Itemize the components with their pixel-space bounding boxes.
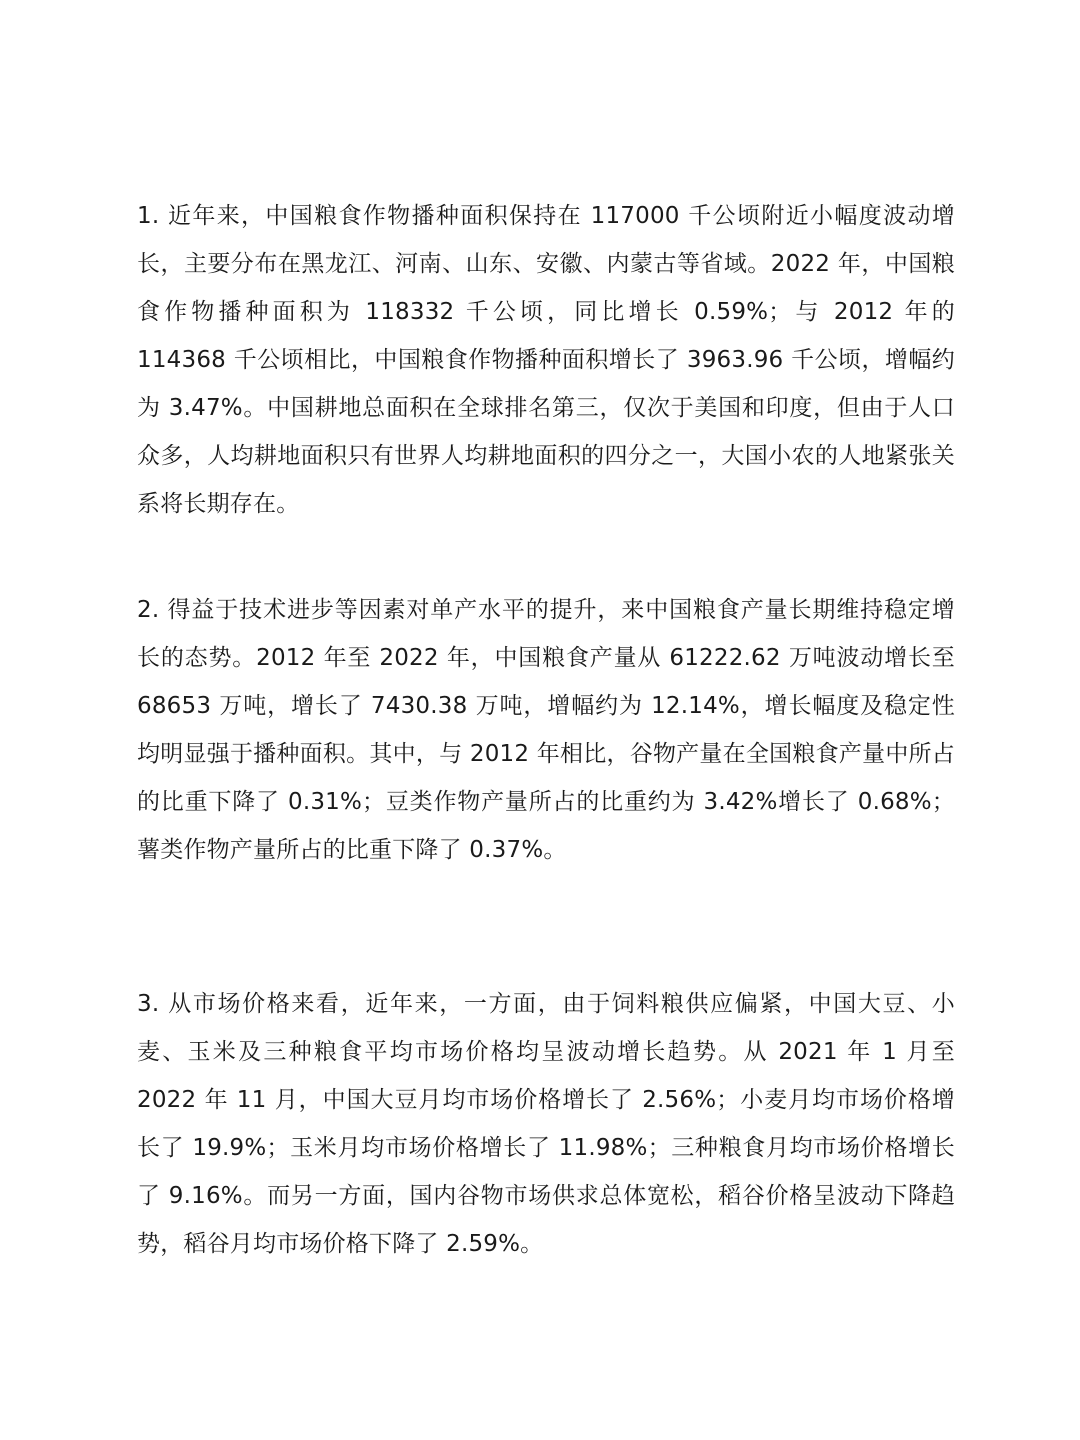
paragraph-1: 1. 近年来，中国粮食作物播种面积保持在 117000 千公顷附近小幅度波动增长，主要分布在黑龙江、河南、山东、安徽、内蒙古等省域。2022 年，中国粮食作物播种面积为 118332 千公顷，同比增长 0.59%；与 2012 年的 114368 千公顷相比，中国粮食作物播种面积增长了 3963.96 千公顷，增幅约为 3.47%。中国耕地总面积在全球排名第三，仅次于美国和印度，但由于人口众多，人均耕地面积只有世界人均耕地面积的四分之一，大国小农的人地紧张关系将长期存在。 bbox=[137, 203, 955, 517]
paragraph-2: 2. 得益于技术进步等因素对单产水平的提升，来中国粮食产量长期维持稳定增长的态势。2012 年至 2022 年，中国粮食产量从 61222.62 万吨波动增长至 68653 万吨，增长了 7430.38 万吨，增幅约为 12.14%，增长幅度及稳定性均明显强于播种面积。其中，与 2012 年相比，谷物产量在全国粮食产量中所占的比重下降了 0.31%；豆类作物产量所占的比重约为 3.42%增长了 0.68%；薯类作物产量所占的比重下降了 0.37%。 bbox=[137, 597, 955, 863]
paragraph-3: 3. 从市场价格来看，近年来，一方面，由于饲料粮供应偏紧，中国大豆、小麦、玉米及三种粮食平均市场价格均呈波动增长趋势。从 2021 年 1 月至 2022 年 11 月，中国大豆月均市场价格增长了 2.56%；小麦月均市场价格增长了 19.9%；玉米月均市场价格增长了 11.98%；三种粮食月均市场价格增长了 9.16%。而另一方面，国内谷物市场供求总体宽松，稻谷价格呈波动下降趋势，稻谷月均市场价格下降了 2.59%。 bbox=[137, 991, 955, 1257]
